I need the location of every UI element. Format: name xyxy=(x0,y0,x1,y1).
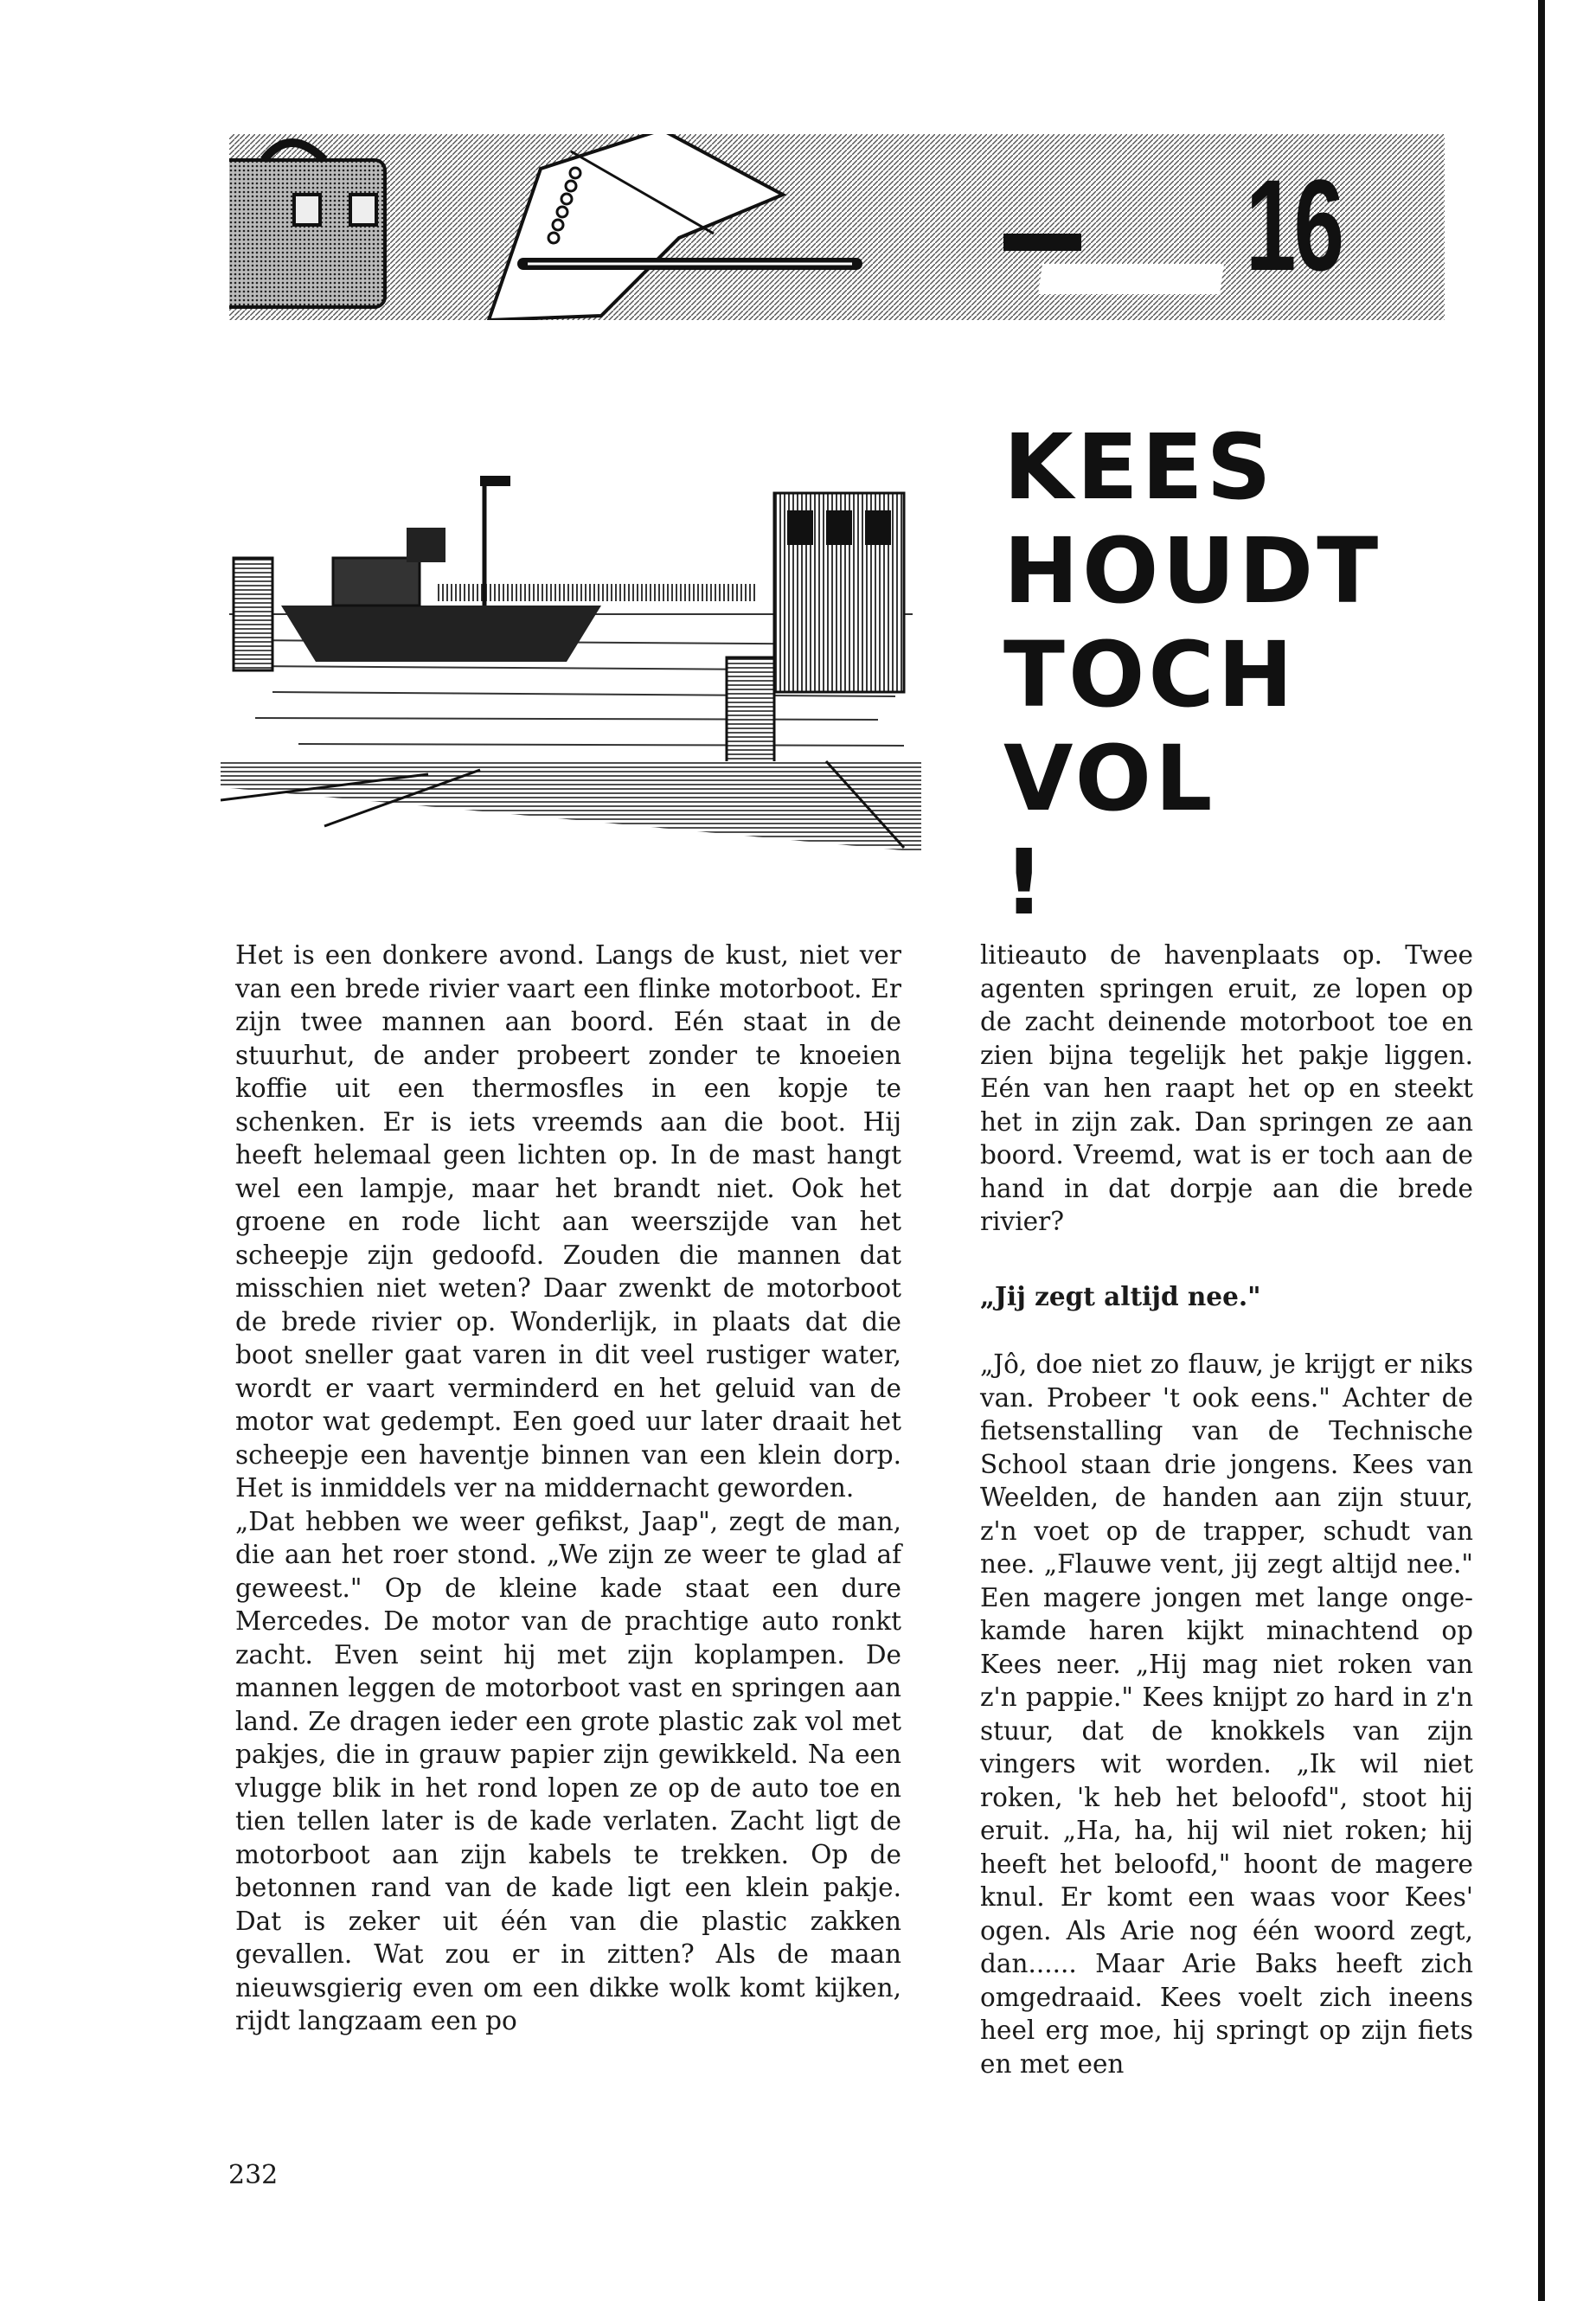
section-subheading: „Jij zegt altijd nee." xyxy=(980,1280,1261,1311)
paragraph: „Jô, doe niet zo flauw, je krijgt er niks van. Probeer 't ook eens." Achter de fietsenstalling van de Technische School staan drie jongens. Kees van Weelden, de handen aan zijn stuur, z'n voet op de trapper, schudt van nee. „Flauwe vent, jij zegt altijd nee." Een magere jongen met lange ongekamde haren kijkt minachtend op Kees neer. „Hij mag niet roken van z'n pappie." Kees knijpt zo hard in z'n stuur, dat de knokkels van zijn vingers wit worden. „Ik wil niet roken, 'k heb het beloofd", stoot hij eruit. „Ha, ha, hij wil niet roken; hij heeft het beloofd," hoont de magere knul. Er komt een waas voor Kees' ogen. Als Arie nog één woord zegt, dan...... Maar Arie Baks heeft zich omgedraaid. Kees voelt zich ineens heel erg moe, hij springt op zijn fiets en met een xyxy=(980,1349,1473,2079)
page-number: 232 xyxy=(228,2160,279,2190)
motorboat-harbor-drawing xyxy=(221,476,921,852)
paragraph: litieauto de havenplaats op. Twee agenten springen eruit, ze lopen op de zacht deinende motorboot toe en zien bijna tegelijk het pakje liggen. Eén van hen raapt het op en steekt het in zijn zak. Dan springen ze aan boord. Vreemd, wat is er toch aan de hand in dat dorpje aan die brede rivier? xyxy=(980,940,1473,1236)
title-line: KEES xyxy=(1003,414,1275,520)
title-exclamation: ! xyxy=(1003,830,1048,935)
title-line: VOL xyxy=(1003,726,1216,831)
paragraph: Het is een donkere avond. Langs de kust, niet ver van een brede rivier vaart een flinke motorboot. Er zijn twee mannen aan boord. Eén staat in de stuurhut, de ander probeert zonder te knoeien koffie uit een thermosfles in een kopje te schenken. Er is iets vreemds aan die boot. Hij heeft helemaal geen lichten op. In de mast hangt wel een lampje, maar het brandt niet. Ook het groene en rode licht aan weerszijde van het scheepje zijn gedoofd. Zouden die mannen dat misschien niet weten? Daar zwenkt de motorboot de brede rivier op. Wonderlijk, in plaats dat die boot sneller gaat varen in dit veel rustiger water, wordt er vaart verminderd en het geluid van de motor wat gedempt. Een goed uur later draait het scheepje een haventje binnen van een klein dorp. Het is inmiddels ver na middernacht geworden. xyxy=(235,940,901,1503)
title-line: TOCH xyxy=(1003,622,1297,727)
harbor-illustration xyxy=(221,476,921,852)
right-column xyxy=(980,939,1473,2080)
page-edge-bar xyxy=(1538,0,1545,2301)
chapter-number: 16 xyxy=(1246,152,1343,298)
article-title xyxy=(1003,415,1436,934)
left-column xyxy=(235,939,901,2038)
title-line: HOUDT xyxy=(1003,518,1382,624)
paragraph: „Dat hebben we weer gefikst, Jaap", zegt de man, die aan het roer stond. „We zijn ze weer te glad af geweest." Op de kleine kade staat een dure Mercedes. De motor van de prachtige auto ronkt zacht. Even seint hij met zijn koplampen. De mannen leggen de motorboot vast en springen aan land. Ze dragen ieder een grote plastic zak vol met pakjes, die in grauw papier zijn gewikkeld. Na een vlugge blik in het rond lopen ze op de auto toe en tien tellen later is de kade verlaten. Zacht ligt de motorboot aan zijn kabels te trekken. Op de betonnen rand van de kade ligt een klein pakje. Dat is zeker uit één van die plastic zakken gevallen. Wat zou er in zitten? Als de maan nieuwsgierig even om een dikke wolk komt kijken, rijdt langzaam een po xyxy=(235,1506,901,2035)
